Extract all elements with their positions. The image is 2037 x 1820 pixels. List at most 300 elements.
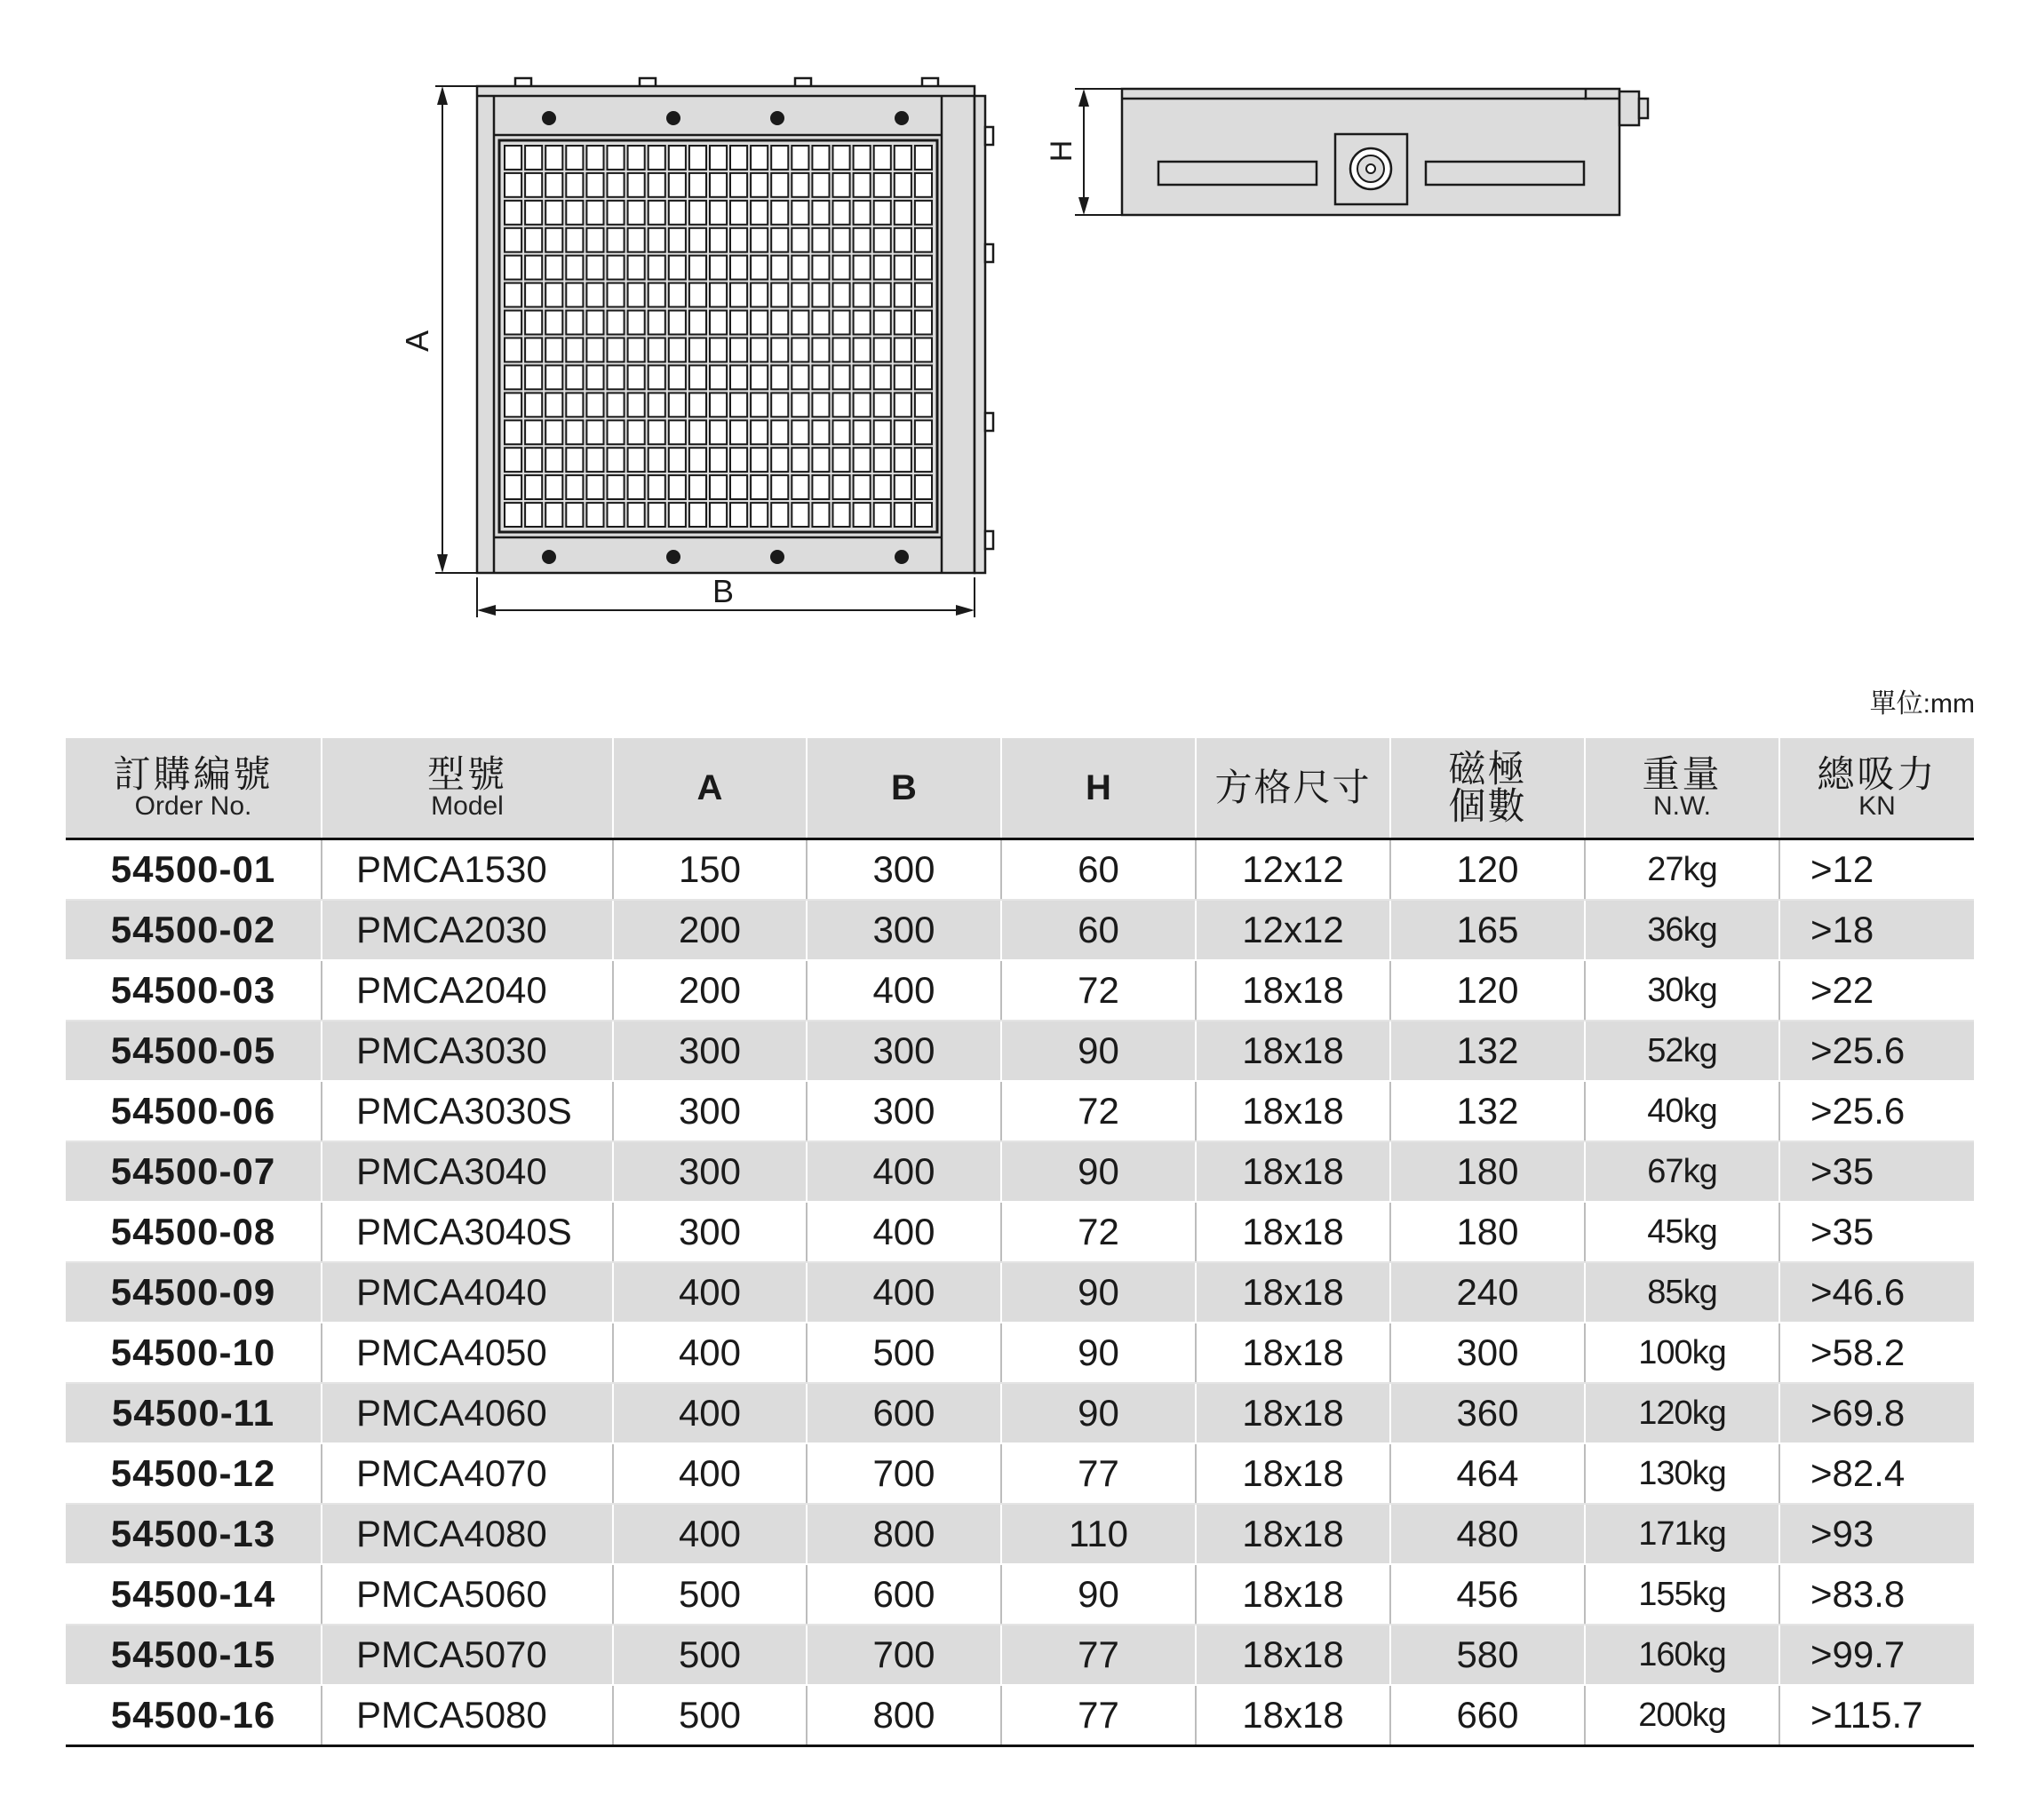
pole-cell: [915, 146, 932, 170]
pole-cell: [608, 146, 625, 170]
pole-cell: [525, 365, 542, 389]
right-rail: [975, 96, 985, 573]
pole-cell: [628, 173, 645, 197]
cell-force: >35: [1779, 1202, 1974, 1262]
cell-a: 150: [613, 839, 807, 901]
pole-cell: [833, 475, 850, 499]
header-b-label: B: [891, 767, 917, 807]
cell-poles: 180: [1390, 1141, 1585, 1202]
pole-cell: [771, 311, 788, 335]
bolt-icon: [770, 111, 784, 125]
cell-a: 300: [613, 1141, 807, 1202]
pole-cell: [689, 393, 706, 417]
cell-poles: 300: [1390, 1323, 1585, 1383]
pole-cell: [628, 283, 645, 307]
pole-cell: [812, 311, 829, 335]
pole-cell: [751, 283, 768, 307]
dimension-a: [435, 86, 477, 573]
pole-cell: [854, 503, 871, 527]
cell-force: >25.6: [1779, 1081, 1974, 1141]
cell-order: 54500-13: [66, 1504, 322, 1564]
pole-cell: [545, 475, 562, 499]
cell-force: >12: [1779, 839, 1974, 901]
pole-cell: [628, 338, 645, 362]
pole-cell: [915, 201, 932, 225]
pole-cell: [505, 283, 521, 307]
pole-cell: [915, 256, 932, 280]
pole-cell: [792, 311, 808, 335]
cell-a: 400: [613, 1383, 807, 1443]
cell-grid: 12x12: [1196, 900, 1390, 960]
pole-cell: [730, 173, 747, 197]
pole-cell: [566, 146, 583, 170]
cell-order: 54500-05: [66, 1021, 322, 1081]
cell-b: 400: [807, 1262, 1001, 1323]
pole-cell: [505, 448, 521, 472]
cell-h: 72: [1001, 960, 1196, 1021]
pole-cell: [586, 256, 603, 280]
cell-grid: 18x18: [1196, 1141, 1390, 1202]
pole-cell: [648, 448, 665, 472]
cell-h: 77: [1001, 1625, 1196, 1685]
pole-cell: [505, 503, 521, 527]
cell-weight: 155kg: [1585, 1564, 1779, 1625]
cell-a: 500: [613, 1564, 807, 1625]
pole-cell: [689, 256, 706, 280]
pole-cell: [730, 228, 747, 252]
cell-b: 400: [807, 960, 1001, 1021]
cell-h: 77: [1001, 1685, 1196, 1746]
pole-cell: [545, 448, 562, 472]
pole-cell: [648, 365, 665, 389]
cell-h: 60: [1001, 839, 1196, 901]
dimension-b-label: B: [712, 573, 735, 609]
pole-cell: [833, 393, 850, 417]
side-tab: [985, 244, 993, 262]
pole-cell: [792, 173, 808, 197]
table-row: [66, 1323, 1974, 1383]
pole-cell: [669, 311, 686, 335]
pole-cell: [710, 256, 727, 280]
bolt-icon: [542, 550, 556, 564]
pole-cell: [628, 311, 645, 335]
pole-cell: [874, 448, 891, 472]
pole-cell: [669, 228, 686, 252]
pole-cell: [545, 365, 562, 389]
pole-cell: [874, 201, 891, 225]
pole-cell: [545, 420, 562, 444]
cell-poles: 240: [1390, 1262, 1585, 1323]
pole-cell: [895, 338, 911, 362]
pole-cell: [771, 393, 788, 417]
cell-grid: 18x18: [1196, 1262, 1390, 1323]
cell-a: 300: [613, 1081, 807, 1141]
cell-poles: 165: [1390, 900, 1585, 960]
table-row: [66, 1202, 1974, 1262]
cell-order: 54500-11: [66, 1383, 322, 1443]
cell-model: PMCA4060: [322, 1383, 613, 1443]
pole-cell: [586, 146, 603, 170]
pole-cell: [895, 146, 911, 170]
cell-force: >58.2: [1779, 1323, 1974, 1383]
pole-cell: [628, 201, 645, 225]
pole-cell: [895, 311, 911, 335]
table-row: [66, 960, 1974, 1021]
cell-order: 54500-14: [66, 1564, 322, 1625]
pole-cell: [648, 173, 665, 197]
cell-a: 200: [613, 900, 807, 960]
cell-b: 700: [807, 1625, 1001, 1685]
pole-cell: [771, 338, 788, 362]
pole-cell: [751, 146, 768, 170]
pole-cell: [669, 201, 686, 225]
pole-cell: [771, 365, 788, 389]
pole-cell: [915, 173, 932, 197]
header-model-en: Model: [431, 791, 504, 821]
header-model: [322, 738, 613, 839]
pole-cell: [628, 256, 645, 280]
pole-cell: [751, 365, 768, 389]
pole-cell: [669, 146, 686, 170]
cell-h: 90: [1001, 1021, 1196, 1081]
pole-cell: [874, 338, 891, 362]
pole-cell: [730, 201, 747, 225]
pole-cell: [648, 420, 665, 444]
pole-cell: [874, 503, 891, 527]
cell-grid: 18x18: [1196, 1323, 1390, 1383]
pole-cell: [874, 365, 891, 389]
pole-cell: [689, 503, 706, 527]
cell-weight: 160kg: [1585, 1625, 1779, 1685]
table-row: [66, 1262, 1974, 1323]
pole-cell: [854, 365, 871, 389]
cell-a: 400: [613, 1262, 807, 1323]
pole-cell: [730, 448, 747, 472]
pole-cell: [628, 503, 645, 527]
pole-cell: [689, 420, 706, 444]
side-knob: [1619, 91, 1639, 125]
pole-cell: [812, 201, 829, 225]
pole-cell: [710, 475, 727, 499]
cell-a: 400: [613, 1504, 807, 1564]
pole-cell: [915, 475, 932, 499]
pole-cell: [628, 448, 645, 472]
cell-order: 54500-12: [66, 1443, 322, 1504]
cell-model: PMCA3040S: [322, 1202, 613, 1262]
cell-b: 600: [807, 1383, 1001, 1443]
pole-cell: [915, 311, 932, 335]
cell-a: 200: [613, 960, 807, 1021]
pole-cell: [710, 420, 727, 444]
pole-cell: [505, 365, 521, 389]
cell-force: >35: [1779, 1141, 1974, 1202]
pole-cell: [730, 146, 747, 170]
pole-cell: [669, 365, 686, 389]
cell-a: 300: [613, 1021, 807, 1081]
cell-b: 300: [807, 1021, 1001, 1081]
cell-model: PMCA4070: [322, 1443, 613, 1504]
pole-cell: [669, 338, 686, 362]
pole-cell: [812, 393, 829, 417]
pole-cell: [628, 420, 645, 444]
pole-cell: [505, 420, 521, 444]
pole-cell: [874, 475, 891, 499]
pole-cell: [566, 448, 583, 472]
pole-cell: [730, 475, 747, 499]
pole-cell: [874, 393, 891, 417]
pole-cell: [812, 256, 829, 280]
spec-table: [66, 738, 1974, 1747]
pole-cell: [895, 365, 911, 389]
pole-cell: [915, 365, 932, 389]
pole-cell: [771, 448, 788, 472]
cell-model: PMCA1530: [322, 839, 613, 901]
table-row: [66, 1383, 1974, 1443]
cell-h: 90: [1001, 1383, 1196, 1443]
pole-cell: [586, 283, 603, 307]
pole-cell: [730, 338, 747, 362]
header-order: [66, 738, 322, 839]
cell-grid: 18x18: [1196, 1383, 1390, 1443]
pole-cell: [545, 201, 562, 225]
pole-cell: [566, 228, 583, 252]
cell-force: >99.7: [1779, 1625, 1974, 1685]
pole-cell: [895, 475, 911, 499]
pole-cell: [525, 393, 542, 417]
pole-cell: [628, 146, 645, 170]
header-force-zh: 總吸力: [1817, 753, 1938, 795]
pole-cell: [812, 448, 829, 472]
cell-model: PMCA3030S: [322, 1081, 613, 1141]
pole-cell: [710, 146, 727, 170]
header-order-zh: 訂購編號: [113, 753, 274, 795]
pole-cell: [854, 448, 871, 472]
cell-model: PMCA5060: [322, 1564, 613, 1625]
side-view: [1122, 89, 1648, 215]
pole-cell: [586, 448, 603, 472]
pole-cell: [854, 393, 871, 417]
pole-cell: [812, 420, 829, 444]
cell-weight: 27kg: [1585, 839, 1779, 901]
pole-cell: [710, 228, 727, 252]
cell-weight: 36kg: [1585, 900, 1779, 960]
cell-grid: 18x18: [1196, 960, 1390, 1021]
pole-cell: [895, 503, 911, 527]
pole-cell: [648, 228, 665, 252]
pole-cell: [608, 503, 625, 527]
pole-cell: [874, 256, 891, 280]
cell-order: 54500-08: [66, 1202, 322, 1262]
cell-weight: 200kg: [1585, 1685, 1779, 1746]
cell-grid: 18x18: [1196, 1504, 1390, 1564]
pole-cell: [730, 311, 747, 335]
header-a: [613, 738, 807, 839]
cell-order: 54500-09: [66, 1262, 322, 1323]
pole-cell: [812, 283, 829, 307]
pole-cell: [648, 256, 665, 280]
cell-poles: 464: [1390, 1443, 1585, 1504]
side-tab: [985, 413, 993, 431]
dimension-h: [1075, 89, 1122, 215]
pole-cell: [566, 475, 583, 499]
pole-cell: [771, 146, 788, 170]
cell-force: >83.8: [1779, 1564, 1974, 1625]
cell-b: 700: [807, 1443, 1001, 1504]
table-row: [66, 1564, 1974, 1625]
side-slot-left: [1158, 162, 1317, 185]
header-h-label: H: [1086, 767, 1111, 807]
pole-cell: [608, 448, 625, 472]
cell-h: 90: [1001, 1564, 1196, 1625]
pole-cell: [833, 146, 850, 170]
pole-cell: [874, 420, 891, 444]
pole-cell: [608, 338, 625, 362]
pole-cell: [566, 311, 583, 335]
pole-cell: [566, 420, 583, 444]
cell-grid: 18x18: [1196, 1021, 1390, 1081]
pole-cell: [628, 365, 645, 389]
bolt-icon: [666, 111, 680, 125]
cell-weight: 120kg: [1585, 1383, 1779, 1443]
cell-force: >115.7: [1779, 1685, 1974, 1746]
cell-b: 400: [807, 1141, 1001, 1202]
pole-cell: [792, 146, 808, 170]
pole-cell: [833, 420, 850, 444]
header-poles-line2: 個數: [1448, 785, 1527, 827]
pole-cell: [792, 448, 808, 472]
pole-cell: [792, 283, 808, 307]
pole-cell: [915, 393, 932, 417]
pole-cell: [566, 393, 583, 417]
pole-cell: [545, 283, 562, 307]
pole-cell: [648, 338, 665, 362]
pole-cell: [812, 173, 829, 197]
pole-cell: [710, 503, 727, 527]
header-poles-line1: 磁極: [1448, 748, 1527, 790]
header-b: [807, 738, 1001, 839]
cell-force: >46.6: [1779, 1262, 1974, 1323]
cell-weight: 45kg: [1585, 1202, 1779, 1262]
pole-cell: [669, 503, 686, 527]
pole-cell: [525, 448, 542, 472]
pole-cell: [792, 393, 808, 417]
cell-poles: 120: [1390, 960, 1585, 1021]
cell-b: 600: [807, 1564, 1001, 1625]
table-header-row: [66, 738, 1974, 839]
pole-cell: [812, 228, 829, 252]
pole-cell: [771, 475, 788, 499]
pole-cell: [751, 420, 768, 444]
pole-cell: [566, 256, 583, 280]
cell-model: PMCA2030: [322, 900, 613, 960]
cell-poles: 660: [1390, 1685, 1585, 1746]
cell-order: 54500-03: [66, 960, 322, 1021]
pole-cell: [608, 393, 625, 417]
pole-cell: [648, 393, 665, 417]
pole-cell: [812, 475, 829, 499]
pole-cell: [608, 201, 625, 225]
cell-a: 500: [613, 1625, 807, 1685]
cell-model: PMCA4040: [322, 1262, 613, 1323]
dimension-h-label: H: [1045, 139, 1078, 163]
header-weight: [1585, 738, 1779, 839]
cell-model: PMCA3040: [322, 1141, 613, 1202]
pole-cell: [833, 201, 850, 225]
cell-b: 500: [807, 1323, 1001, 1383]
cell-force: >22: [1779, 960, 1974, 1021]
cell-weight: 30kg: [1585, 960, 1779, 1021]
pole-cell: [586, 420, 603, 444]
header-force: [1779, 738, 1974, 839]
pole-cell: [545, 146, 562, 170]
pole-cell: [833, 173, 850, 197]
cell-order: 54500-15: [66, 1625, 322, 1685]
cell-b: 800: [807, 1504, 1001, 1564]
pole-cell: [792, 420, 808, 444]
pole-cell: [854, 420, 871, 444]
pole-cell: [505, 228, 521, 252]
pole-cell: [505, 173, 521, 197]
cell-order: 54500-16: [66, 1685, 322, 1746]
cell-order: 54500-06: [66, 1081, 322, 1141]
pole-cell: [566, 365, 583, 389]
pole-cell: [710, 173, 727, 197]
pole-cell: [566, 201, 583, 225]
table-row: [66, 1625, 1974, 1685]
cell-force: >93: [1779, 1504, 1974, 1564]
cell-model: PMCA2040: [322, 960, 613, 1021]
pole-cell: [669, 448, 686, 472]
cell-poles: 456: [1390, 1564, 1585, 1625]
header-poles: [1390, 738, 1585, 839]
pole-cell: [874, 173, 891, 197]
cell-h: 77: [1001, 1443, 1196, 1504]
pole-cell: [525, 256, 542, 280]
pole-cell: [545, 228, 562, 252]
pole-cell: [854, 311, 871, 335]
pole-cell: [771, 503, 788, 527]
pole-cell: [525, 283, 542, 307]
pole-cell: [648, 311, 665, 335]
table-row: [66, 1021, 1974, 1081]
pole-cell: [586, 338, 603, 362]
cell-order: 54500-02: [66, 900, 322, 960]
pole-cell: [771, 256, 788, 280]
pole-cell: [669, 173, 686, 197]
pole-cell: [854, 256, 871, 280]
pole-cell: [751, 173, 768, 197]
top-view: [477, 78, 993, 573]
cell-poles: 120: [1390, 839, 1585, 901]
pole-cell: [710, 311, 727, 335]
pole-cell: [771, 201, 788, 225]
pole-cell: [833, 228, 850, 252]
pole-cell: [874, 311, 891, 335]
pole-cell: [792, 503, 808, 527]
cell-poles: 580: [1390, 1625, 1585, 1685]
header-a-label: A: [696, 767, 723, 807]
pole-cell: [792, 475, 808, 499]
pole-cell: [710, 393, 727, 417]
pole-cell: [525, 311, 542, 335]
pole-cell: [751, 448, 768, 472]
pole-cell: [505, 311, 521, 335]
pole-cell: [792, 256, 808, 280]
pole-cell: [628, 228, 645, 252]
pole-cell: [915, 283, 932, 307]
pole-cell: [586, 365, 603, 389]
pole-cell: [648, 283, 665, 307]
